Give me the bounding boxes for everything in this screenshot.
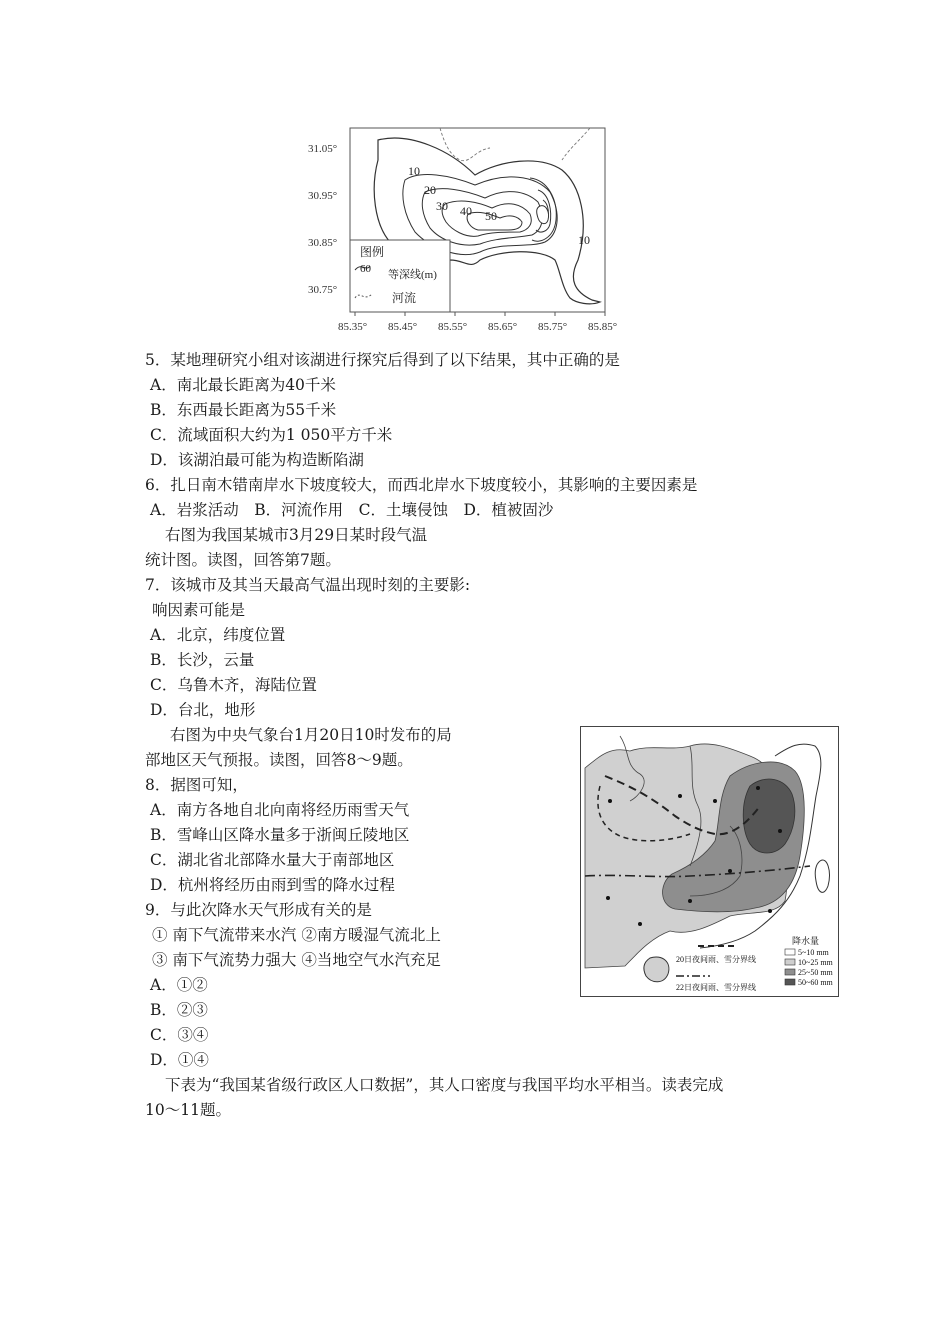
intro7-line2: 统计图。读图，回答第7题。: [145, 551, 341, 569]
q5-option-a: A．南北最长距离为40千米: [150, 376, 336, 394]
weather-legend-item: 25~50 mm: [798, 968, 833, 977]
intro8-line2: 部地区天气预报。读图，回答8～9题。: [145, 751, 413, 769]
q7-option-b: B．长沙，云量: [150, 651, 255, 669]
legend-contour-text: 等深线(m): [388, 269, 437, 281]
q8-option-a: A．南方各地自北向南将经历雨雪天气: [150, 801, 410, 819]
q7-option-c: C．乌鲁木齐，海陆位置: [150, 676, 317, 694]
intro10-line2: 10～11题。: [145, 1101, 231, 1119]
contour-label: 50: [485, 209, 497, 223]
contour-label: 20: [424, 183, 436, 197]
contour-label: 10: [408, 164, 420, 178]
lat-label: 31.05°: [308, 143, 338, 155]
q8-option-d: D．杭州将经历由雨到雪的降水过程: [150, 876, 395, 894]
weather-line-22-label: 22日夜间雨、雪分界线: [676, 983, 756, 992]
q7-stem-line2: 响因素可能是: [152, 601, 246, 619]
lat-label: 30.95°: [308, 190, 338, 202]
weather-legend-title: 降水量: [792, 936, 820, 946]
legend-contour-sample: 60: [360, 263, 371, 275]
contour-label: 10: [578, 233, 590, 247]
lake-contour-map: [300, 120, 630, 335]
intro8-line1: 右图为中央气象台1月20日10时发布的局: [170, 726, 452, 744]
q5-option-d: D．该湖泊最可能为构造断陷湖: [150, 451, 364, 469]
legend-title: 图例: [360, 245, 385, 259]
lat-label: 30.85°: [308, 237, 338, 249]
q7-stem-line1: 7．该城市及其当天最高气温出现时刻的主要影:: [145, 576, 471, 594]
q9-stem: 9．与此次降水天气形成有关的是: [145, 901, 372, 919]
q8-option-b: B．雪峰山区降水量多于浙闽丘陵地区: [150, 826, 410, 844]
weather-forecast-map: [580, 726, 840, 998]
q5-stem: 5．某地理研究小组对该湖进行探究后得到了以下结果，其中正确的是: [145, 351, 620, 369]
contour-label: 30: [436, 199, 448, 213]
q9-option-a: A．①②: [150, 976, 208, 994]
weather-line-20-label: 20日夜间雨、雪分界线: [676, 955, 756, 964]
q7-option-d: D．台北，地形: [150, 701, 256, 719]
lon-label: 85.45°: [388, 321, 418, 333]
q9-item-2: ③ 南下气流势力强大 ④当地空气水汽充足: [152, 951, 441, 969]
lat-label: 30.75°: [308, 284, 338, 296]
q9-option-b: B．②③: [150, 1001, 208, 1019]
q9-item-1: ① 南下气流带来水汽 ②南方暖湿气流北上: [152, 926, 441, 944]
intro10-line1: 下表为“我国某省级行政区人口数据”，其人口密度与我国平均水平相当。读表完成: [165, 1076, 724, 1094]
q5-option-c: C．流域面积大约为1 050平方千米: [150, 426, 393, 444]
weather-legend-item: 10~25 mm: [798, 958, 833, 967]
q7-option-a: A．北京，纬度位置: [150, 626, 286, 644]
lon-label: 85.75°: [538, 321, 568, 333]
intro7-line1: 右图为我国某城市3月29日某时段气温: [165, 526, 428, 544]
contour-label: 40: [460, 204, 472, 218]
q9-option-c: C．③④: [150, 1026, 209, 1044]
weather-legend-item: 50~60 mm: [798, 978, 833, 987]
legend-river-text: 河流: [392, 291, 417, 305]
q6-options: A．岩浆活动 B．河流作用 C．土壤侵蚀 D．植被固沙: [150, 501, 554, 519]
q6-stem: 6．扎日南木错南岸水下坡度较大，而西北岸水下坡度较小，其影响的主要因素是: [145, 476, 698, 494]
lon-label: 85.65°: [488, 321, 518, 333]
q5-option-b: B．东西最长距离为55千米: [150, 401, 337, 419]
weather-legend-item: 5~10 mm: [798, 948, 829, 957]
q8-option-c: C．湖北省北部降水量大于南部地区: [150, 851, 395, 869]
lon-label: 85.55°: [438, 321, 468, 333]
q9-option-d: D．①④: [150, 1051, 209, 1069]
q8-stem: 8．据图可知，: [145, 776, 248, 794]
lon-label: 85.85°: [588, 321, 618, 333]
lon-label: 85.35°: [338, 321, 368, 333]
